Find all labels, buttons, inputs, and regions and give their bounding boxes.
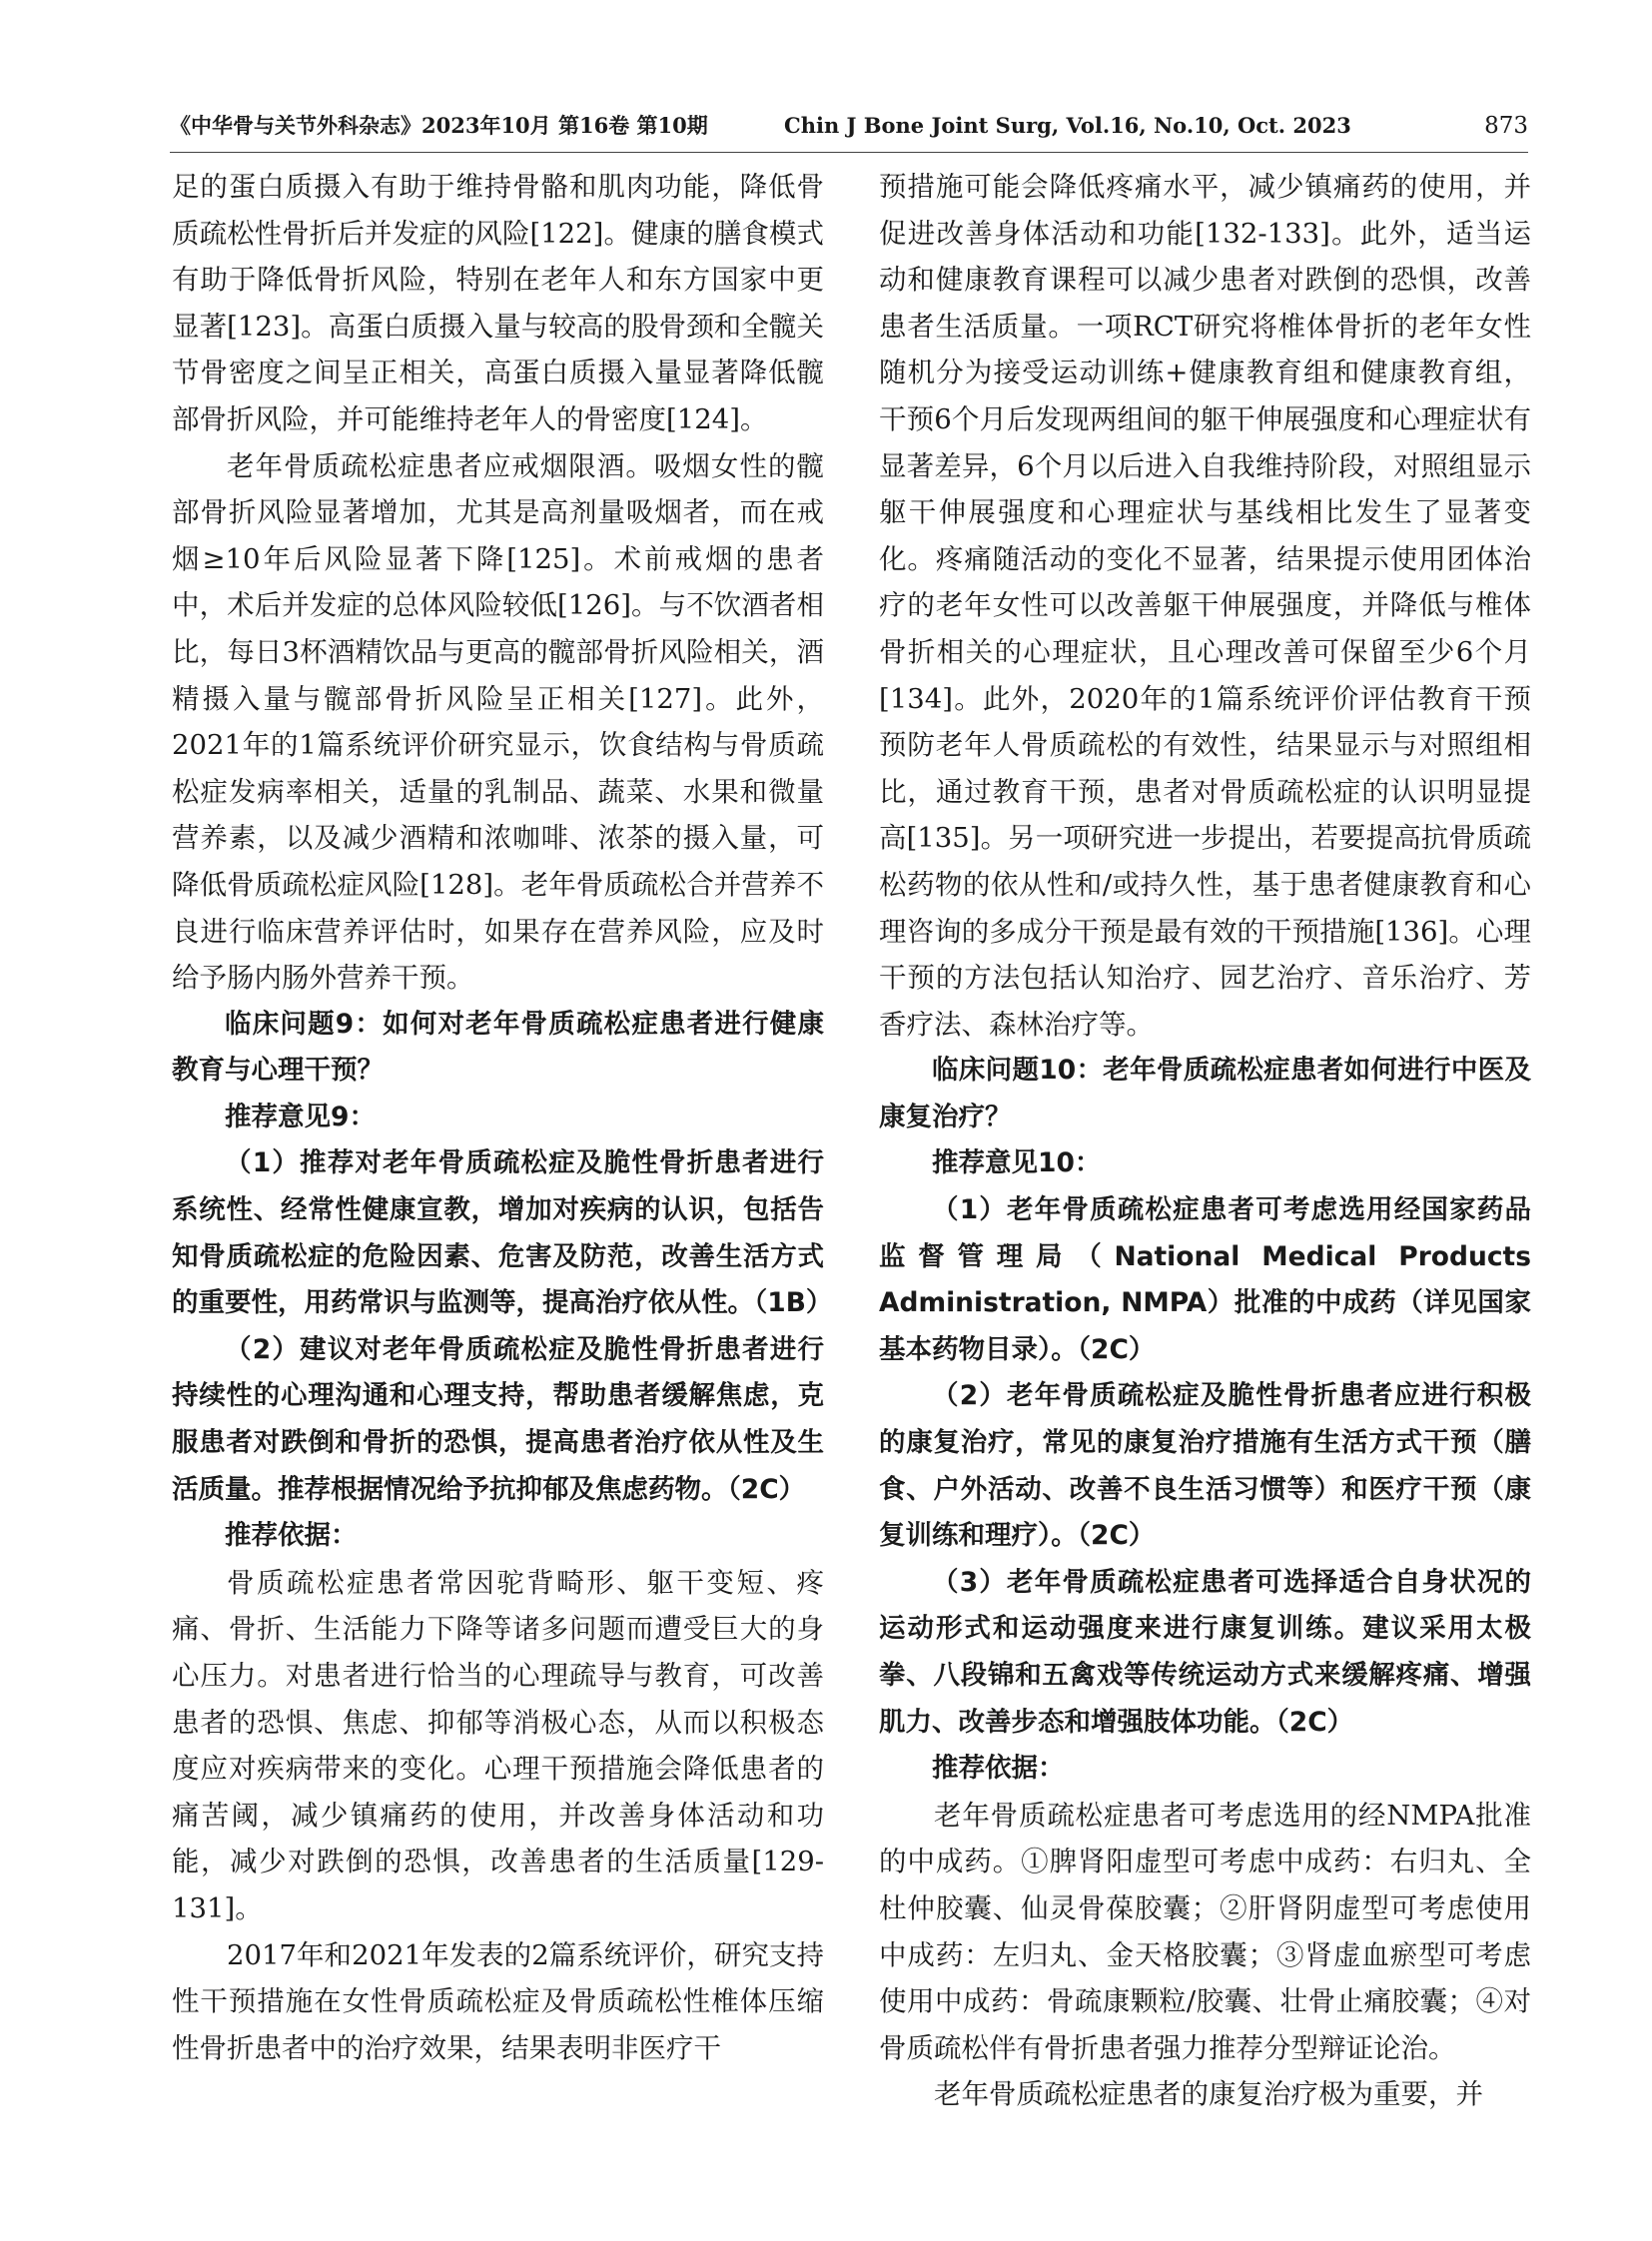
recommendation-10-item-2: （2）老年骨质疏松症及脆性骨折患者应进行积极的康复治疗，常见的康复治疗措施有生活方式干预（膳食、户外活动、改善不良生活习惯等）和医疗干预（康复训练和理疗）。（2C） (879, 1380, 1531, 1552)
paragraph-protein-intake: 足的蛋白质摄入有助于维持骨骼和肌肉功能，降低骨质疏松性骨折后并发症的风险[122]。健康的膳食模式有助于降低骨折风险，特别在老年人和东方国家中更显著[123]。高蛋白质摄入量与较高的股骨颈和全髋关节骨密度之间呈正相关，高蛋白质摄入量显著降低髋部骨折风险，并可能维持老年人的骨密度[124]。 (172, 171, 824, 435)
recommendation-10-item-1: （1）老年骨质疏松症患者可考虑选用经国家药品监督管理局（National Medical Products Administration, NMPA）批准的中成药（详见国家基本药物目录）。（2C） (879, 1194, 1531, 1365)
page-number: 873 (1484, 113, 1528, 139)
recommendation-10-label: 推荐意见10： (932, 1147, 1102, 1179)
paragraph-psychological-support: 骨质疏松症患者常因驼背畸形、躯干变短、疼痛、骨折、生活能力下降等诸多问题而遭受巨大的身心压力。对患者进行恰当的心理疏导与教育，可改善患者的恐惧、焦虑、抑郁等消极心态，从而以积极态度应对疾病带来的变化。心理干预措施会降低患者的痛苦阈，减少镇痛药的使用，并改善身体活动和功能，减少对跌倒的恐惧，改善患者的生活质量[129-131]。 (172, 1566, 824, 1924)
recommendation-9-label: 推荐意见9： (225, 1101, 376, 1132)
recommendation-9-item-1: （1）推荐对老年骨质疏松症及脆性骨折患者进行系统性、经常性健康宣教，增加对疾病的认识，包括告知骨质疏松症的危险因素、危害及防范，改善生活方式的重要性，用药常识与监测等，提高治疗依从性。（1B） (172, 1147, 833, 1319)
paragraph-nonmedical-interventions: 预措施可能会降低疼痛水平，减少镇痛药的使用，并促进改善身体活动和功能[132-133]。此外，适当运动和健康教育课程可以减少患者对跌倒的恐惧，改善患者生活质量。一项RCT研究将椎体骨折的老年女性随机分为接受运动训练+健康教育组和健康教育组，干预6个月后发现两组间的躯干伸展强度和心理症状有显著差异，6个月以后进入自我维持阶段，对照组显示躯干伸展强度和心理症状与基线相比发生了显著变化。疼痛随活动的变化不显著，结果提示使用团体治疗的老年女性可以改善躯干伸展强度，并降低与椎体骨折相关的心理症状，且心理改善可保留至少6个月[134]。此外，2020年的1篇系统评价评估教育干预预防老年人骨质疏松的有效性，结果显示与对照组相比，通过教育干预，患者对骨质疏松症的认识明显提高[135]。另一项研究进一步提出，若要提高抗骨质疏松药物的依从性和/或持久性，基于患者健康教育和心理咨询的多成分干预是最有效的干预措施[136]。心理干预的方法包括认知治疗、园艺治疗、音乐治疗、芳香疗法、森林治疗等。 (879, 171, 1531, 1041)
recommendation-9-item-2: （2）建议对老年骨质疏松症及脆性骨折患者进行持续性的心理沟通和心理支持，帮助患者缓解焦虑，克服患者对跌倒和骨折的恐惧，提高患者治疗依从性及生活质量。推荐根据情况给予抗抑郁及焦虑药物。（2C） (172, 1333, 824, 1505)
paragraph-rehabilitation: 老年骨质疏松症患者的康复治疗极为重要，并 (934, 2078, 1483, 2111)
clinical-question-10: 临床问题10：老年骨质疏松症患者如何进行中医及康复治疗？ (879, 1055, 1531, 1132)
paragraph-chinese-medicine: 老年骨质疏松症患者可考虑选用的经NMPA批准的中成药。①脾肾阳虚型可考虑中成药：右归丸、全杜仲胶囊、仙灵骨葆胶囊；②肝肾阴虚型可考虑使用中成药：左归丸、金天格胶囊；③肾虚血瘀型可考虑使用中成药：骨疏康颗粒/胶囊、壮骨止痛胶囊；④对骨质疏松伴有骨折患者强力推荐分型辩证论治。 (879, 1799, 1531, 2064)
rationale-10-label: 推荐依据： (932, 1753, 1065, 1785)
rationale-9-label: 推荐依据： (225, 1520, 358, 1552)
running-header (170, 106, 1528, 146)
paragraph-systematic-reviews: 2017年和2021年发表的2篇系统评价，研究支持性干预措施在女性骨质疏松症及骨质疏松性椎体压缩性骨折患者中的治疗效果，结果表明非医疗干 (172, 1938, 824, 2064)
recommendation-10-item-3: （3）老年骨质疏松症患者可选择适合自身状况的运动形式和运动强度来进行康复训练。建议采用太极拳、八段锦和五禽戏等传统运动方式来缓解疼痛、增强肌力、改善步态和增强肢体功能。（2C） (879, 1566, 1531, 1738)
left-column (172, 164, 833, 2121)
paragraph-smoking-alcohol: 老年骨质疏松症患者应戒烟限酒。吸烟女性的髋部骨折风险显著增加，尤其是高剂量吸烟者，而在戒烟≥10年后风险显著下降[125]。术前戒烟的患者中，术后并发症的总体风险较低[126]。与不饮酒者相比，每日3杯酒精饮品与更高的髋部骨折风险相关，酒精摄入量与髋部骨折风险呈正相关[127]。此外，2021年的1篇系统评价研究显示，饮食结构与骨质疏松症发病率相关，适量的乳制品、蔬菜、水果和微量营养素，以及减少酒精和浓咖啡、浓茶的摄入量，可降低骨质疏松症风险[128]。老年骨质疏松合并营养不良进行临床营养评估时，如果存在营养风险，应及时给予肠内肠外营养干预。 (172, 449, 824, 995)
clinical-question-9: 临床问题9：如何对老年骨质疏松症患者进行健康教育与心理干预？ (172, 1008, 824, 1087)
header-rule (170, 152, 1528, 153)
journal-title-chinese: 《中华骨与关节外科杂志》2023年10月 第16卷 第10期 (170, 113, 708, 138)
right-column (879, 164, 1531, 2121)
journal-title-english: Chin J Bone Joint Surg, Vol.16, No.10, Oct. 2023 (784, 113, 1351, 138)
